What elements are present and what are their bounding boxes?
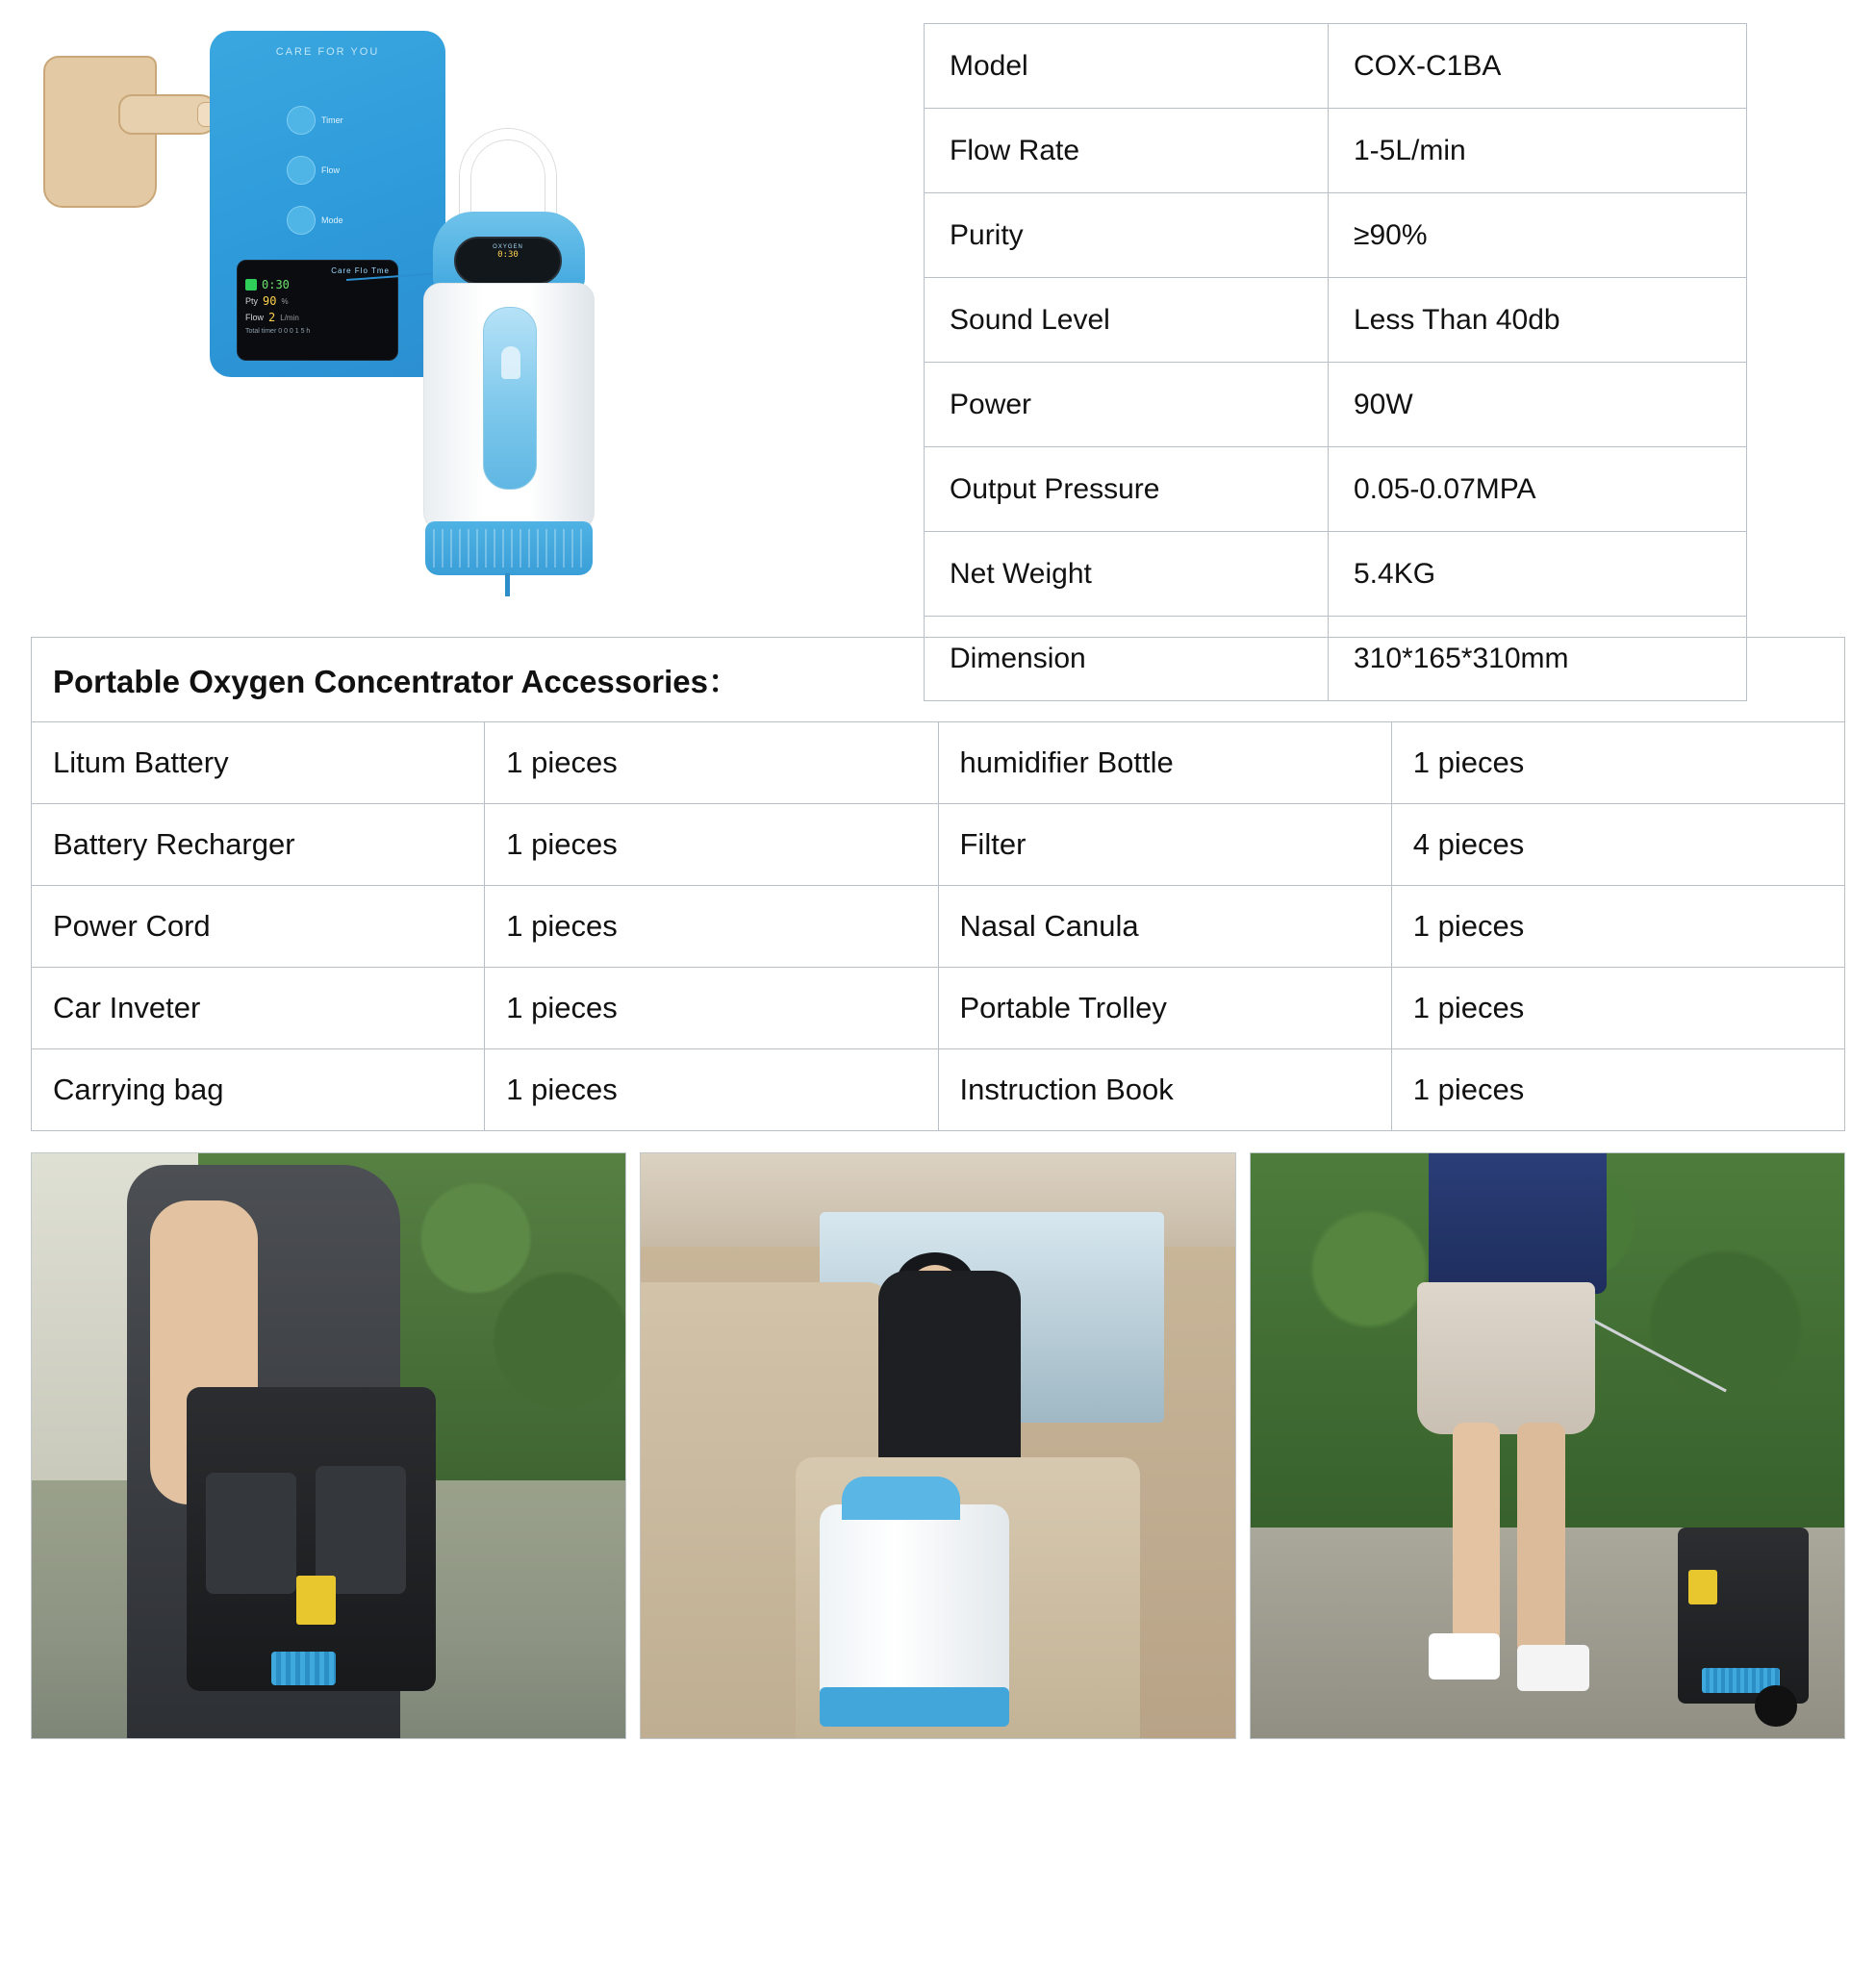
accessories-title: Portable Oxygen Concentrator Accessories：: [32, 638, 1845, 722]
device-base-vents: [433, 529, 585, 568]
photo2-concentrator: [820, 1504, 1010, 1704]
accessory-item: Carrying bag: [32, 1049, 485, 1131]
oxygen-concentrator-device: [414, 129, 601, 600]
table-row: [32, 804, 1845, 886]
panel-button-mode[interactable]: [287, 206, 316, 235]
product-illustration: [0, 13, 914, 610]
photo3-shoe-left: [1429, 1633, 1500, 1680]
photo1-device-vent: [271, 1652, 336, 1685]
photo-carrying-bag: [31, 1152, 626, 1739]
panel-button-flow-label: Flow: [321, 165, 341, 175]
table-row: [925, 278, 1747, 363]
accessory-item: Portable Trolley: [938, 968, 1391, 1049]
lcd-purity-row: [245, 294, 390, 308]
spec-value: ≥90%: [1329, 193, 1747, 278]
accessory-item: Instruction Book: [938, 1049, 1391, 1131]
spec-value: 90W: [1329, 363, 1747, 447]
photo3-shoe-right: [1517, 1645, 1588, 1692]
lcd-status-square-icon: [245, 279, 257, 290]
specification-table-wrapper: [914, 13, 1741, 674]
top-section: [0, 0, 1876, 674]
photo3-leg-right: [1517, 1423, 1564, 1656]
spec-value: 0.05-0.07MPA: [1329, 447, 1747, 532]
accessory-item: Power Cord: [32, 886, 485, 968]
usage-photo-strip: [31, 1152, 1845, 1739]
specification-table: [924, 23, 1747, 701]
control-panel-closeup: [210, 31, 445, 377]
lcd-timer-value: 0:30: [262, 278, 290, 291]
spec-value: COX-C1BA: [1329, 24, 1747, 109]
panel-button-timer[interactable]: [287, 106, 316, 135]
pointing-hand-icon: [43, 35, 212, 213]
photo3-blouse: [1429, 1152, 1607, 1294]
accessory-item: Battery Recharger: [32, 804, 485, 886]
spec-key: Model: [925, 24, 1329, 109]
accessory-qty: 1 pieces: [485, 968, 938, 1049]
table-row: [32, 968, 1845, 1049]
table-row: [925, 109, 1747, 193]
photo3-trolley-wheel: [1755, 1685, 1796, 1727]
device-humidifier-window: [483, 307, 537, 490]
accessory-qty: 1 pieces: [485, 886, 938, 968]
spec-key: Power: [925, 363, 1329, 447]
lcd-flow-row: [245, 311, 390, 324]
accessory-item: Filter: [938, 804, 1391, 886]
lcd-flow-unit: L/min: [280, 313, 299, 322]
table-row: [32, 1049, 1845, 1131]
table-row: [925, 193, 1747, 278]
accessory-item: Nasal Canula: [938, 886, 1391, 968]
accessories-table: [31, 637, 1845, 1131]
table-row: [925, 363, 1747, 447]
device-display: [454, 237, 562, 285]
device-window-highlight: [501, 346, 520, 379]
panel-button-mode-label: Mode: [321, 215, 343, 225]
accessory-qty: 1 pieces: [1391, 1049, 1844, 1131]
accessory-qty: 1 pieces: [485, 722, 938, 804]
photo1-carrying-bag: [187, 1387, 436, 1691]
panel-button-timer-label: Timer: [321, 115, 343, 125]
device-base: [425, 521, 593, 575]
spec-value: 1-5L/min: [1329, 109, 1747, 193]
photo3-trolley-tag: [1688, 1570, 1717, 1604]
lcd-purity-label: Pty: [245, 296, 259, 306]
photo3-skirt: [1417, 1282, 1595, 1434]
photo1-bag-tag: [296, 1576, 336, 1625]
table-row: [925, 24, 1747, 109]
lcd-flow-value: 2: [268, 311, 276, 324]
photo1-bag-pocket-left: [206, 1473, 295, 1594]
lcd-total-timer: Total timer 0 0 0 1 5 h: [245, 328, 311, 335]
table-row: [32, 886, 1845, 968]
accessories-table-wrapper: [31, 637, 1845, 1131]
photo2-concentrator-top: [842, 1477, 959, 1520]
photo3-trolley-bag: [1678, 1528, 1809, 1703]
accessory-qty: 1 pieces: [485, 1049, 938, 1131]
accessory-item: Car Inveter: [32, 968, 485, 1049]
spec-key: Sound Level: [925, 278, 1329, 363]
spec-value: 310*165*310mm: [1329, 617, 1747, 701]
photo-car-interior: [640, 1152, 1235, 1739]
photo-trolley: [1250, 1152, 1845, 1739]
lcd-timer-row: [245, 278, 390, 291]
spec-value: Less Than 40db: [1329, 278, 1747, 363]
table-row: [925, 617, 1747, 701]
device-base-stem: [505, 573, 510, 596]
spec-key: Flow Rate: [925, 109, 1329, 193]
spec-key: Dimension: [925, 617, 1329, 701]
accessory-qty: 1 pieces: [1391, 722, 1844, 804]
lcd-purity-unit: %: [281, 296, 289, 306]
spec-key: Output Pressure: [925, 447, 1329, 532]
accessory-qty: 1 pieces: [485, 804, 938, 886]
device-display-caption: OXYGEN: [493, 244, 523, 250]
lcd-flow-label: Flow: [245, 313, 265, 322]
panel-lcd-screen: [237, 260, 398, 361]
spec-key: Purity: [925, 193, 1329, 278]
spec-key: Net Weight: [925, 532, 1329, 617]
spec-value: 5.4KG: [1329, 532, 1747, 617]
photo2-concentrator-base: [820, 1687, 1010, 1727]
accessory-qty: 4 pieces: [1391, 804, 1844, 886]
lcd-purity-value: 90: [263, 294, 277, 308]
table-row: [925, 532, 1747, 617]
table-row: [32, 722, 1845, 804]
accessory-item: humidifier Bottle: [938, 722, 1391, 804]
accessory-qty: 1 pieces: [1391, 886, 1844, 968]
panel-button-flow[interactable]: [287, 156, 316, 185]
lcd-header-labels: Care Flo Tme: [331, 266, 390, 275]
device-display-value: 0:30: [497, 250, 519, 260]
accessory-item: Litum Battery: [32, 722, 485, 804]
accessory-qty: 1 pieces: [1391, 968, 1844, 1049]
photo3-leg-left: [1453, 1423, 1500, 1645]
panel-brand-text: CARE FOR YOU: [275, 46, 380, 58]
table-row: [925, 447, 1747, 532]
